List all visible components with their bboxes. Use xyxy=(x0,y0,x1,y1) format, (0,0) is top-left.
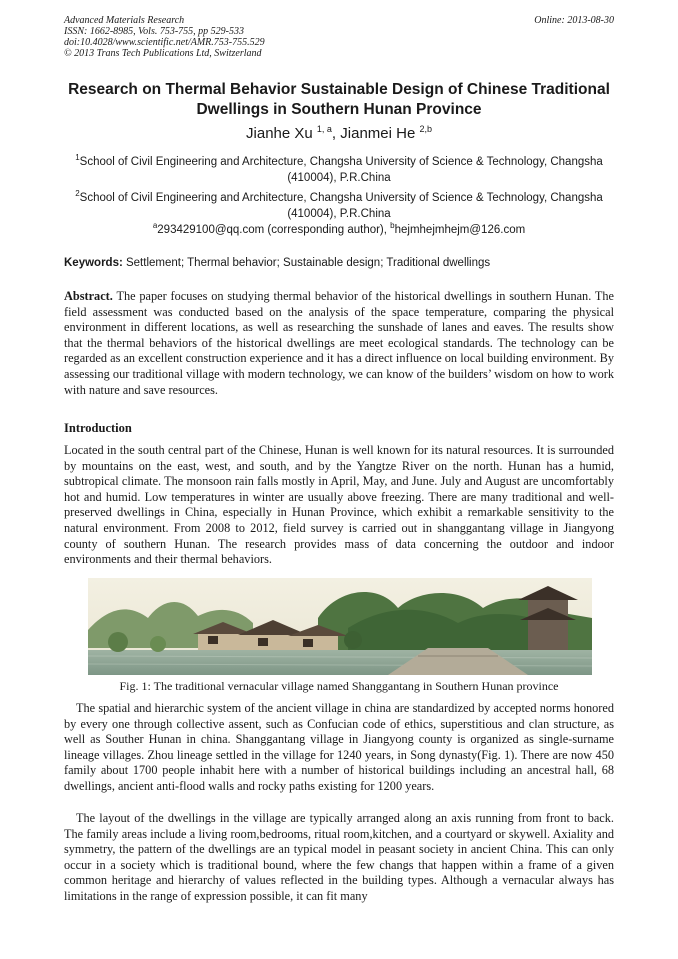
email-a-marker: a xyxy=(152,221,158,230)
abstract xyxy=(64,289,614,398)
author-separator: , xyxy=(331,125,341,142)
copyright-line: © 2013 Trans Tech Publications Ltd, Switzerland xyxy=(64,48,262,59)
authors-line xyxy=(0,124,678,142)
abstract-text: The paper focuses on studying thermal behavior of the historical dwellings in southern Hunan. The field assessment was conducted based on the analysis of the space temperature, comparing the physical environment in different locations, as well as researching the sunshade of lanes and eaves. The results show that the thermal behaviors of the historical dwellings are meet ecological standards. The technology can be regarded as an excellent construction experience and it has a direct influence on local building environment. By assessing our traditional village with modern technology, we can know of the builders’ wisdom on how to work with nature and save resources. xyxy=(64,289,614,397)
affiliation-1-text: School of Civil Engineering and Architecture, Changsha University of Science & Technology, Changsha (410004), P.R.China xyxy=(79,155,603,184)
issn-line: ISSN: 1662-8985, Vols. 753-755, pp 529-533 xyxy=(64,26,244,37)
online-date: Online: 2013-08-30 xyxy=(534,15,614,26)
email-a: 293429100@qq.com (corresponding author), xyxy=(157,223,391,236)
affiliation-1-number: 1 xyxy=(75,153,80,162)
intro-paragraph-1: Located in the south central part of the Chinese, Hunan is well known for its natural resources. It is surrounded by mountains on the east, west, and south, and by the Yangtze River on the north. Hunan has a humid, subtropical climate. The monsoon rain falls mostly in April, May, and June. July and August are uncomfortably hot and humid. Low temperatures in winter are usually above freezing. There are many traditional and well-preserved dwellings in China, especially in Hunan Province, which exhibit a remarkable sensitivity to the natural environment. From 2008 to 2012, field survey is carried out in shanggantang village in Jiangyong county of southern Hunan. The research provides mass of data concerning the outdoor and indoor environments and their thermal behaviors. xyxy=(64,443,614,567)
introduction-heading: Introduction xyxy=(64,421,132,435)
abstract-label: Abstract. xyxy=(64,289,113,303)
author-1: Jianhe Xu xyxy=(246,125,317,142)
email-b-marker: b xyxy=(390,221,395,230)
figure-1-caption: Fig. 1: The traditional vernacular village named Shanggantang in Southern Hunan province xyxy=(119,679,559,693)
keywords xyxy=(64,257,490,269)
author-2-affil: 2,b xyxy=(419,124,432,134)
author-1-affil: 1, a xyxy=(316,124,332,134)
paper-title: Research on Thermal Behavior Sustainable Design of Chinese Traditional Dwellings in Southern Hunan Province xyxy=(68,81,610,118)
journal-header xyxy=(64,15,265,59)
affiliation-2 xyxy=(60,186,618,222)
journal-name: Advanced Materials Research xyxy=(64,15,185,26)
author-2: Jianmei He xyxy=(340,125,420,142)
figure-village-photo xyxy=(88,578,592,675)
keywords-text: Settlement; Thermal behavior; Sustainable design; Traditional dwellings xyxy=(122,257,491,269)
intro-paragraph-2: The spatial and hierarchic system of the ancient village in china are standardized by accepted norms honored by every one through collective assent, such as Confucian code of ethics, superstitious and clan structure, as well as Souther Hunan in china. Shanggantang village in Jiangyong county is organized as single-surname lineage villages. Zhou lineage settled in the village for 1240 years, in Song dynasty(Fig. 1). There are now 450 family about 1700 people inhabit here with a number of historical buildings including an ancestral hall, 68 dwellings, ancient anti-flood walls and rocky paths existing for 1200 years. xyxy=(64,701,614,793)
email-line xyxy=(0,221,678,236)
affiliation-2-text: School of Civil Engineering and Architecture, Changsha University of Science & Technology, Changsha (410004), P.R.China xyxy=(79,191,603,220)
intro-paragraph-3: The layout of the dwellings in the village are typically arranged along an axis running from front to back. The family areas include a living room,bedrooms, ritual room,kitchen, and a courtyard or skywell. Axiality and symmetry, the pattern of the dwellings are an typical model in peasant society in ancient China. This can only occur in a society which is traditional bound, where the few changs that happen within a frame of a given common heritage and hierarchy of values reflected in the building types. Although a vernacular always has limitations in the range of expression possible, it can fit many xyxy=(64,811,614,903)
village-photo-illustration xyxy=(88,578,592,675)
affiliation-2-number: 2 xyxy=(75,189,80,198)
affiliation-1 xyxy=(60,150,618,186)
keywords-label: Keywords: xyxy=(64,257,123,269)
email-b: hejmhejmhejm@126.com xyxy=(394,223,526,236)
doi-line: doi:10.4028/www.scientific.net/AMR.753-755.529 xyxy=(64,37,265,48)
